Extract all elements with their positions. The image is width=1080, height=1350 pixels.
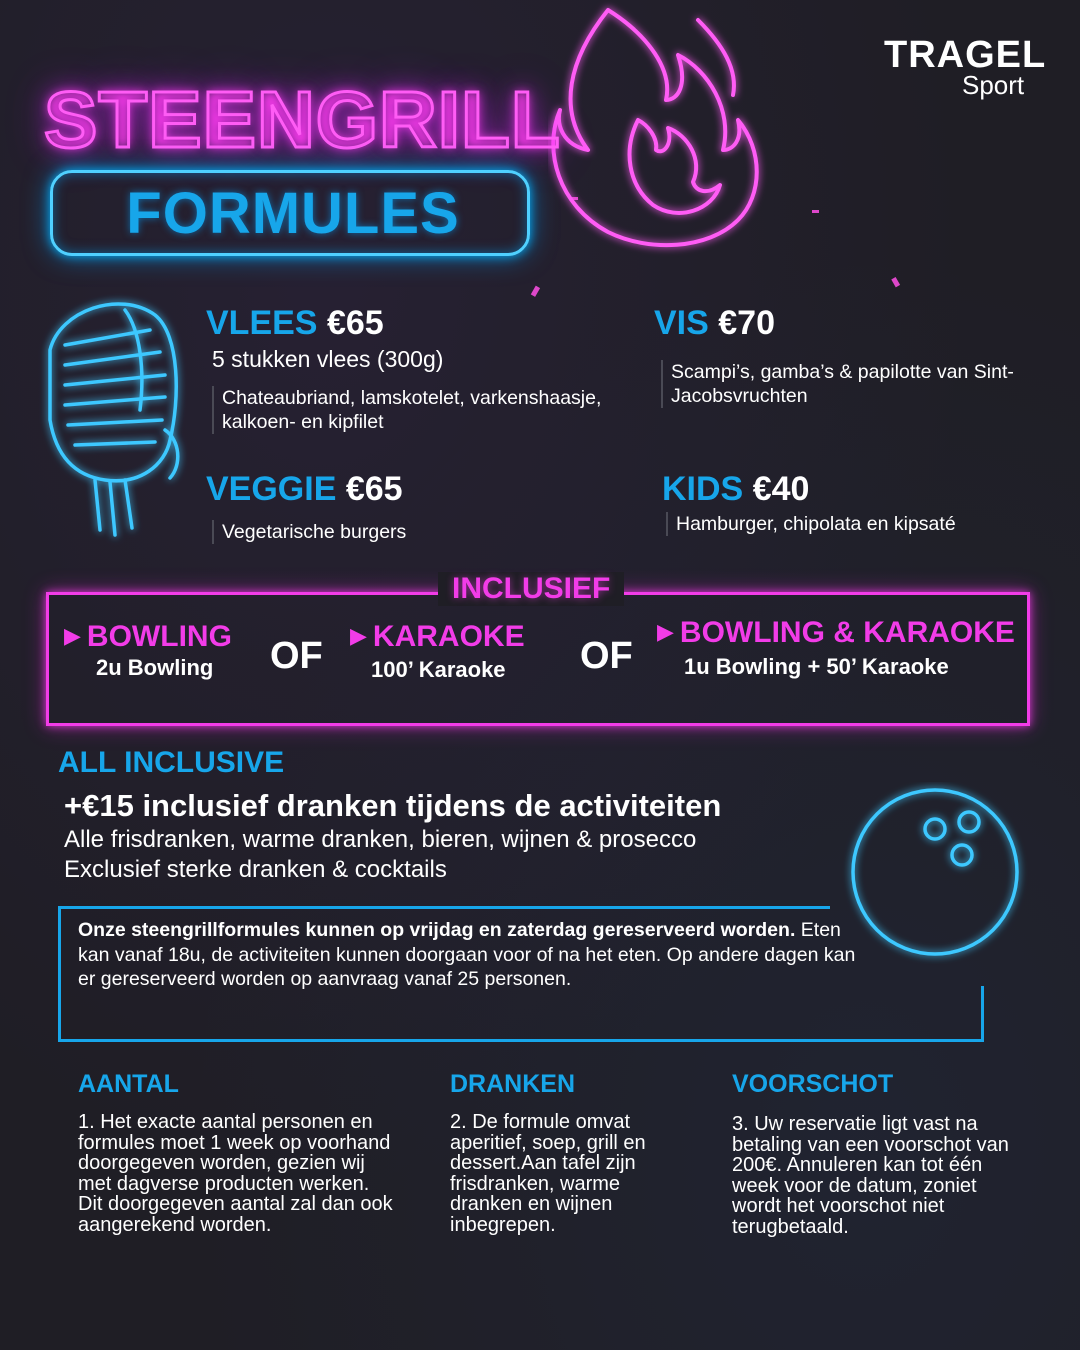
menu-item-price: €65 [345, 470, 403, 508]
menu-item-vlees-sub: 5 stukken vlees (300g) [212, 346, 444, 372]
menu-item-vis-title [654, 304, 775, 343]
menu-item-name: VEGGIE [206, 470, 337, 508]
menu-item-veggie-title [206, 470, 403, 509]
option-combo-sub: 1u Bowling + 50’ Karaoke [684, 654, 949, 679]
page-subtitle: FORMULES [126, 181, 460, 246]
menu-item-price: €70 [718, 304, 775, 342]
flame-icon [548, 0, 778, 270]
page-title: STEENGRILL [44, 75, 561, 164]
menu-item-veggie-desc: Vegetarische burgers [212, 520, 622, 544]
column-voorschot-text: 3. Uw reservatie ligt vast na betaling van een voorschot van 200€. Annuleren kan tot één week voor de datum, zoniet wordt het voorschot niet terugbetaald. [732, 1113, 1009, 1238]
column-aantal-text: 1. Het exacte aantal personen en formules moet 1 week op voorhand doorgegeven worden, gezien wij met dagverse producten werken. Dit doorgegeven aantal zal dan ook aangerekend worden. [78, 1111, 393, 1236]
option-bowling-sub: 2u Bowling [96, 655, 214, 680]
separator-of: OF [580, 635, 633, 677]
note-border-left [58, 906, 61, 1042]
menu-item-kids-desc: Hamburger, chipolata en kipsaté [666, 512, 1036, 536]
column-voorschot-title: VOORSCHOT [732, 1070, 894, 1098]
triangle-right-icon: ▶ [657, 619, 674, 644]
triangle-right-icon: ▶ [64, 623, 81, 648]
column-dranken-text: 2. De formule omvat aperitief, soep, grill en dessert.Aan tafel zijn frisdranken, warme dranken en wijnen inbegrepen. [450, 1111, 646, 1236]
all-inclusive-main: +€15 inclusief dranken tijdens de activiteiten [64, 788, 722, 823]
brand-logo: TRAGEL [884, 34, 1047, 76]
note-border-right [981, 986, 984, 1042]
menu-item-name: KIDS [662, 470, 744, 508]
menu-item-name: VIS [654, 304, 709, 342]
menu-item-vis-desc: Scampi’s, gamba’s & papilotte van Sint-Jacobsvruchten [661, 360, 1031, 408]
option-karaoke-sub: 100’ Karaoke [371, 657, 506, 682]
all-inclusive-line2: Exclusief sterke dranken & cocktails [64, 856, 447, 883]
reservation-note-bold: Onze steengrillformules kunnen op vrijdag en zaterdag gereserveerd worden. [78, 919, 796, 941]
all-inclusive-line1: Alle frisdranken, warme dranken, bieren, wijnen & prosecco [64, 826, 697, 853]
option-bowling-title [64, 620, 232, 654]
option-title-text: BOWLING & KARAOKE [679, 616, 1015, 649]
menu-item-name: VLEES [206, 304, 318, 342]
menu-item-vlees-title [206, 304, 384, 343]
menu-item-price: €65 [326, 304, 384, 342]
bowling-ball-icon [840, 782, 1030, 964]
option-combo-title [657, 616, 1015, 650]
menu-item-vlees-desc: Chateaubriand, lamskotelet, varkenshaasje, kalkoen- en kipfilet [212, 386, 672, 434]
column-dranken-title: DRANKEN [450, 1070, 575, 1098]
all-inclusive-title: ALL INCLUSIVE [58, 746, 285, 779]
brand-logo-sub: Sport [962, 70, 1025, 100]
separator-of: OF [270, 635, 323, 677]
option-title-text: BOWLING [86, 620, 232, 653]
inclusief-label: INCLUSIEF [438, 572, 624, 606]
note-border-top [58, 906, 830, 909]
option-karaoke-title [350, 620, 525, 654]
reservation-note-rest: Eten kan vanaf 18u, de activiteiten kunnen doorgaan voor of na het eten. Op andere dagen kan er gereserveerd worden op aanvraag vanaf 25 personen. [78, 919, 856, 990]
microphone-icon [30, 290, 200, 550]
reservation-note [78, 918, 858, 992]
column-aantal-title: AANTAL [78, 1070, 179, 1098]
triangle-right-icon: ▶ [350, 623, 367, 648]
note-border-bottom [58, 1039, 984, 1042]
option-title-text: KARAOKE [372, 620, 525, 653]
menu-item-price: €40 [752, 470, 810, 508]
menu-item-kids-title [662, 470, 809, 509]
